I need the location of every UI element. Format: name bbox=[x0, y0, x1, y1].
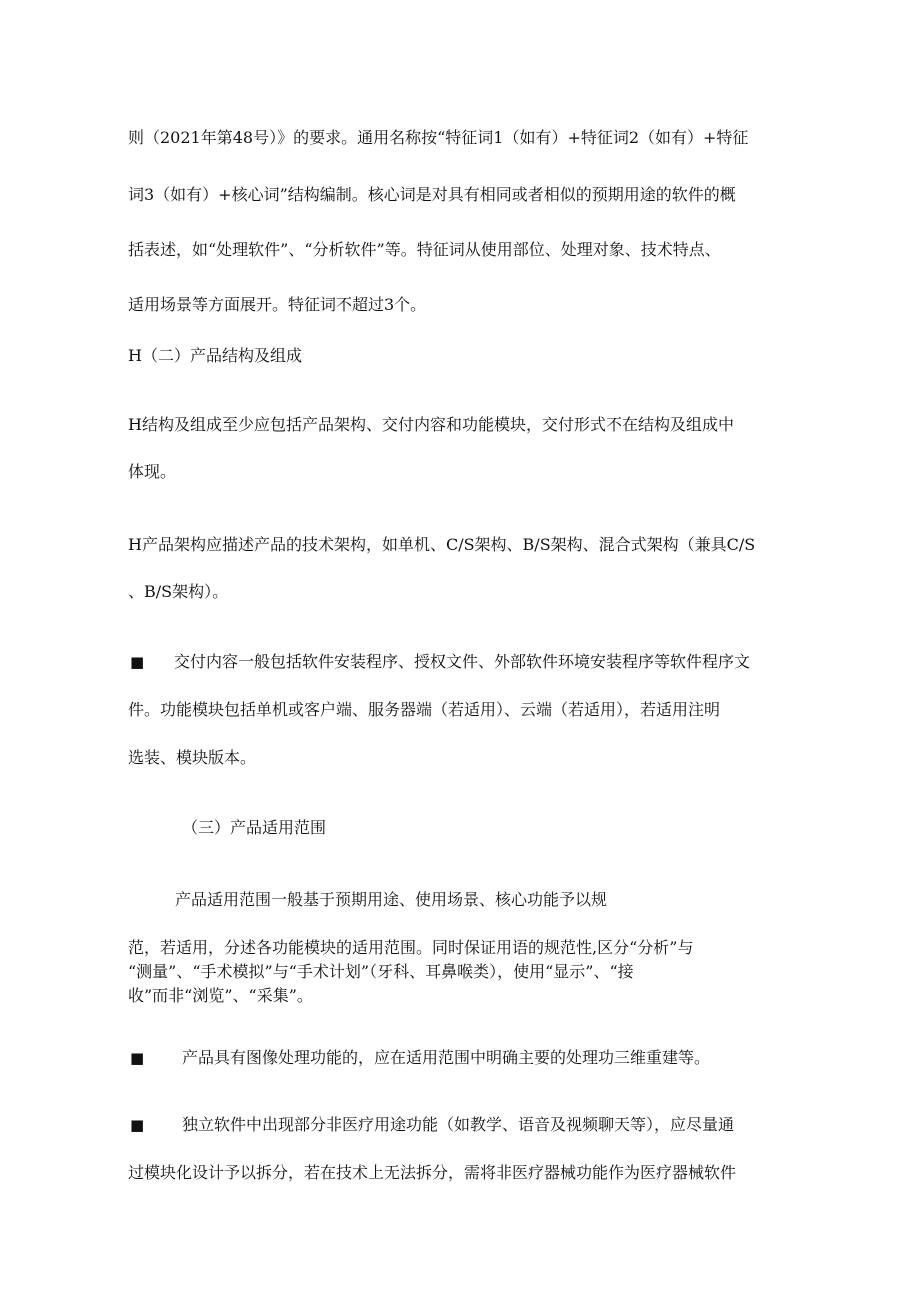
bullet-marker: ■ bbox=[130, 1049, 145, 1067]
paragraph-line: 件。功能模块包括单机或客户端、服务器端（若适用）、云端（若适用），若适用注明 bbox=[128, 700, 721, 719]
section-heading: H（二）产品结构及组成 bbox=[128, 346, 302, 365]
bullet-marker: ■ bbox=[130, 653, 145, 671]
paragraph-line: 则（2021年第48号）》的要求。通用名称按“特征词1（如有）+特征词2（如有）+特征 bbox=[128, 128, 749, 147]
paragraph-line: 范，若适用，分述各功能模块的适用范围。同时保证用语的规范性,区分“分析”与 bbox=[128, 938, 694, 957]
paragraph-line: 独立软件中出现部分非医疗用途功能（如教学、语音及视频聊天等），应尽量通 bbox=[182, 1115, 735, 1134]
paragraph-line: 体现。 bbox=[128, 462, 177, 481]
paragraph-line: H产品架构应描述产品的技术架构，如单机、C/S架构、B/S架构、混合式架构（兼具C/S bbox=[128, 535, 756, 554]
paragraph-line: 交付内容一般包括软件安装程序、授权文件、外部软件环境安装程序等软件程序文 bbox=[174, 652, 751, 671]
paragraph-line: 收”而非“浏览”、“采集”。 bbox=[128, 986, 313, 1005]
paragraph-line: 选装、模块版本。 bbox=[128, 748, 257, 767]
paragraph-line: 过模块化设计予以拆分，若在技术上无法拆分，需将非医疗器械功能作为医疗器械软件 bbox=[128, 1163, 737, 1182]
paragraph-line: 适用场景等方面展开。特征词不超过3个。 bbox=[128, 295, 427, 314]
paragraph-line: 词3（如有）+核心词”结构编制。核心词是对具有相同或者相似的预期用途的软件的概 bbox=[128, 185, 736, 204]
paragraph-line: H结构及组成至少应包括产品架构、交付内容和功能模块，交付形式不在结构及组成中 bbox=[128, 415, 734, 434]
paragraph-line: 产品具有图像处理功能的，应在适用范围中明确主要的处理功三维重建等。 bbox=[182, 1048, 711, 1067]
paragraph-line: 括表述，如“处理软件”、“分析软件”等。特征词从使用部位、处理对象、技术特点、 bbox=[128, 240, 721, 259]
bullet-marker: ■ bbox=[130, 1116, 145, 1134]
paragraph-line: “测量”、“手术模拟”与“手术计划”（牙科、耳鼻喉类），使用“显示”、“接 bbox=[128, 962, 634, 981]
paragraph-line: 产品适用范围一般基于预期用途、使用场景、核心功能予以规 bbox=[175, 890, 608, 909]
paragraph-line: 、B/S架构）。 bbox=[128, 582, 229, 601]
section-heading: （三）产品适用范围 bbox=[182, 818, 327, 837]
